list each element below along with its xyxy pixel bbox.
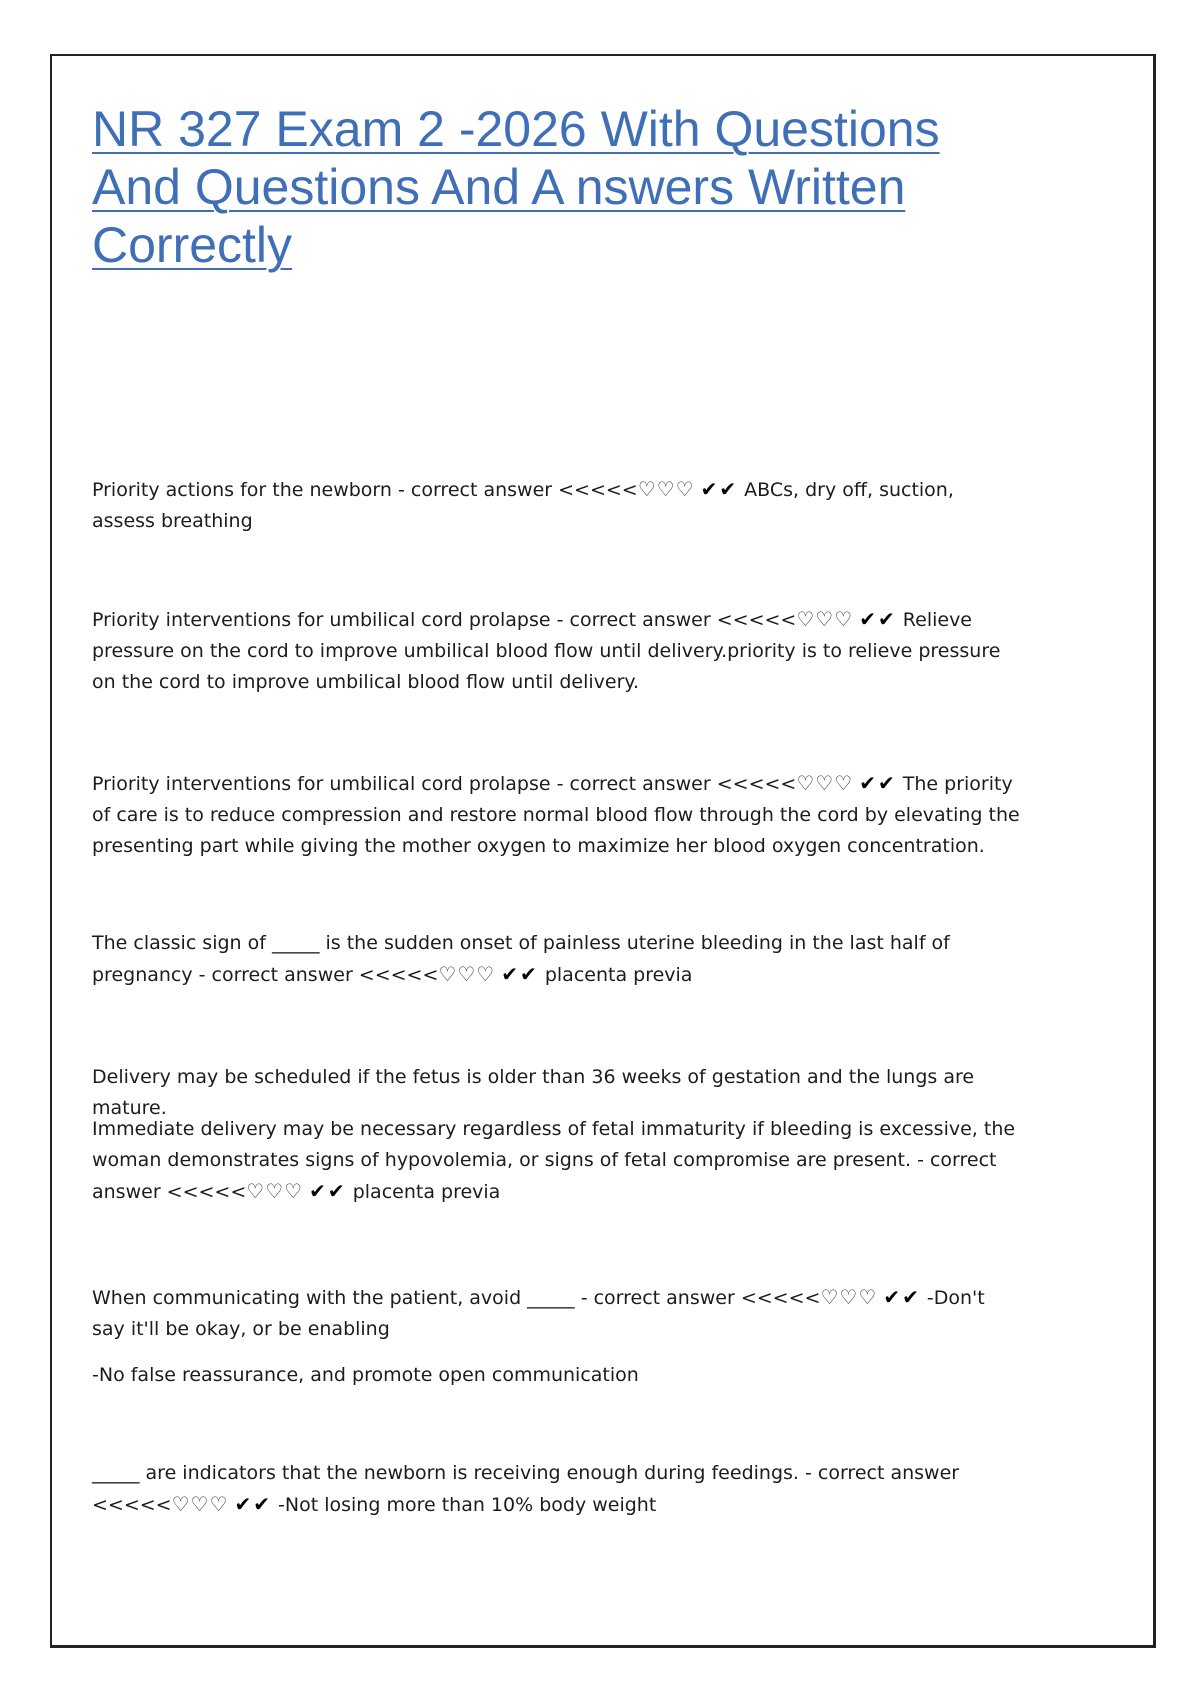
check-icon: ✔ xyxy=(700,477,718,501)
marker-prefix: <<<<< xyxy=(92,1494,172,1516)
check-icon: ✔ xyxy=(883,1285,901,1309)
heart-icon: ♡ xyxy=(820,1285,839,1309)
question-text: When communicating with the patient, avoid _____ - correct answer xyxy=(92,1287,735,1309)
heart-icon: ♡ xyxy=(796,607,815,631)
heart-icon: ♡ xyxy=(796,771,815,795)
check-icon: ✔ xyxy=(327,1179,345,1203)
marker-prefix: <<<<< xyxy=(716,609,797,631)
answer-marker xyxy=(717,768,897,800)
question-text: The classic sign of _____ is the sudden onset of painless uterine bleeding in the last half of pregnancy - correct answer xyxy=(92,932,950,986)
heart-icon: ♡ xyxy=(858,1285,877,1309)
qa-entry xyxy=(92,928,1022,991)
check-icon: ✔ xyxy=(877,771,895,795)
qa-entry xyxy=(92,768,1022,862)
marker-prefix: <<<<< xyxy=(558,479,638,501)
answer-text: ABCs, dry off, suction, assess breathing xyxy=(92,479,954,532)
heart-icon: ♡ xyxy=(834,771,853,795)
heart-icon: ♡ xyxy=(246,1179,265,1203)
answer-marker xyxy=(558,474,738,506)
qa-entry xyxy=(92,604,1022,698)
question-text: Priority interventions for umbilical cord prolapse - correct answer xyxy=(92,609,711,631)
check-icon: ✔ xyxy=(877,607,895,631)
check-icon: ✔ xyxy=(520,962,537,986)
answer-marker xyxy=(359,959,539,991)
heart-icon: ♡ xyxy=(656,477,675,501)
qa-entry xyxy=(92,1114,1022,1208)
page-title[interactable]: NR 327 Exam 2 -2026 With Questions And Questions And A nswers Written Correctly xyxy=(92,101,940,273)
heart-icon: ♡ xyxy=(171,1492,190,1516)
answer-text: Relieve pressure on the cord to improve umbilical blood flow until delivery.priority is to relieve pressure on the cord to improve umbilical blood flow until delivery. xyxy=(92,609,1001,693)
heart-icon: ♡ xyxy=(815,607,834,631)
heart-icon: ♡ xyxy=(637,477,656,501)
heart-icon: ♡ xyxy=(438,962,457,986)
paragraph-text: -No false reassurance, and promote open communication xyxy=(92,1364,639,1386)
qa-entry xyxy=(92,1282,1022,1345)
heart-icon: ♡ xyxy=(284,1179,303,1203)
qa-entry xyxy=(92,1458,1022,1521)
answer-text: -Don't say it'll be okay, or be enabling xyxy=(92,1287,985,1340)
question-text: _____ are indicators that the newborn is receiving enough during feedings. - correct answer xyxy=(92,1462,960,1484)
heart-icon: ♡ xyxy=(839,1285,858,1309)
paragraph-text: Delivery may be scheduled if the fetus is older than 36 weeks of gestation and the lungs are mature. xyxy=(92,1066,975,1119)
heart-icon: ♡ xyxy=(476,962,495,986)
answer-text: -Not losing more than 10% body weight xyxy=(278,1494,657,1516)
answer-text: placenta previa xyxy=(544,964,693,986)
heart-icon: ♡ xyxy=(209,1492,228,1516)
heart-icon: ♡ xyxy=(815,771,834,795)
check-icon: ✔ xyxy=(253,1492,270,1516)
marker-prefix: <<<<< xyxy=(716,773,797,795)
heart-icon: ♡ xyxy=(190,1492,209,1516)
check-icon: ✔ xyxy=(719,477,737,501)
answer-marker xyxy=(741,1282,921,1314)
heart-icon: ♡ xyxy=(675,477,694,501)
check-icon: ✔ xyxy=(859,607,876,631)
answer-marker xyxy=(717,604,897,636)
qa-entry xyxy=(92,474,1022,537)
question-text: Immediate delivery may be necessary regardless of fetal immaturity if bleeding is excessive, the woman demonstrates signs of hypovolemia, or signs of fetal compromise are present. - correct answer xyxy=(92,1118,1016,1203)
answer-text: placenta previa xyxy=(352,1181,501,1203)
check-icon: ✔ xyxy=(859,771,876,795)
heart-icon: ♡ xyxy=(457,962,476,986)
heart-icon: ♡ xyxy=(265,1179,284,1203)
question-text: Priority actions for the newborn - correct answer xyxy=(92,479,553,501)
check-icon: ✔ xyxy=(309,1179,326,1203)
check-icon: ✔ xyxy=(501,962,519,986)
heart-icon: ♡ xyxy=(834,607,853,631)
marker-prefix: <<<<< xyxy=(740,1287,821,1309)
marker-prefix: <<<<< xyxy=(166,1181,247,1203)
marker-prefix: <<<<< xyxy=(358,964,439,986)
check-icon: ✔ xyxy=(902,1285,919,1309)
answer-text: The priority of care is to reduce compression and restore normal blood flow through the cord by elevating the presenting part while giving the mother oxygen to maximize her blood oxygen concentration. xyxy=(92,773,1020,857)
check-icon: ✔ xyxy=(234,1492,252,1516)
answer-marker xyxy=(167,1176,347,1208)
answer-marker xyxy=(92,1489,272,1521)
question-text: Priority interventions for umbilical cord prolapse - correct answer xyxy=(92,773,711,795)
